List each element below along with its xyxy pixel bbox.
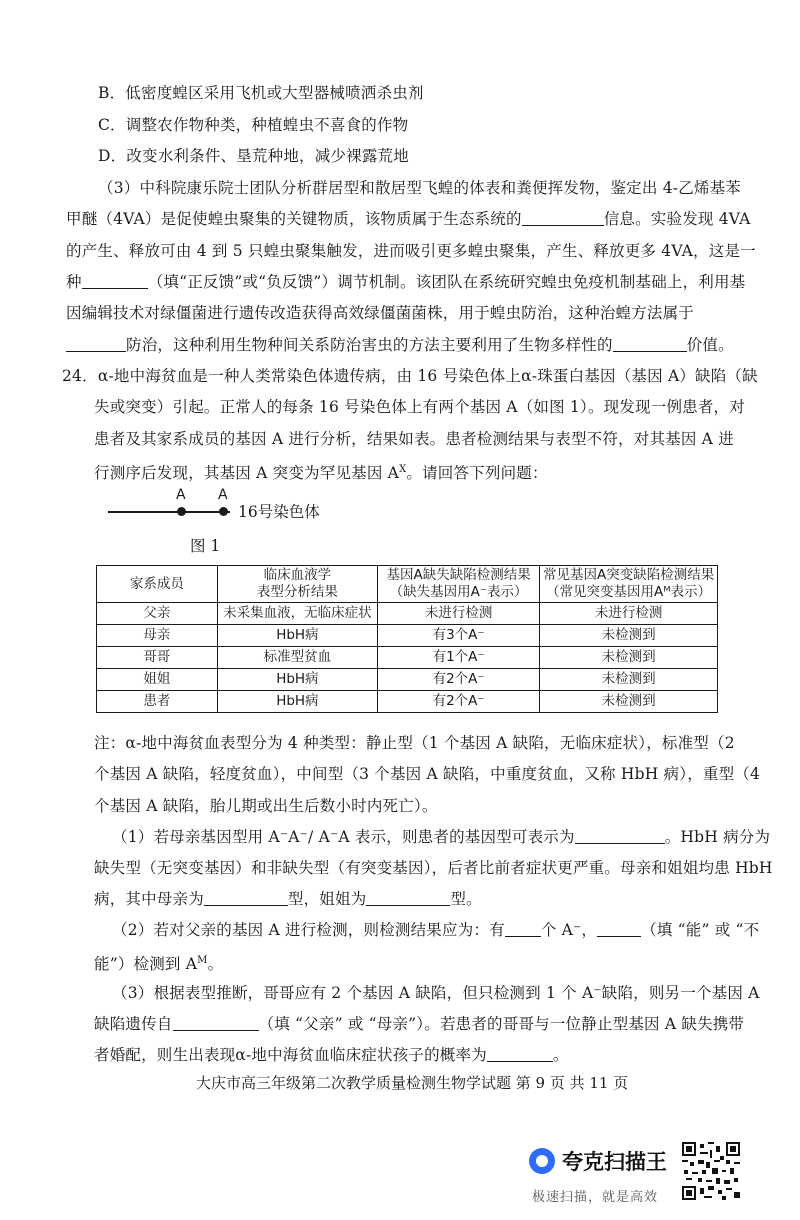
gene-label-a1: A xyxy=(176,487,186,503)
cell: HbH病 xyxy=(217,669,377,691)
text: 临床血液学 表型分析结果 xyxy=(256,567,338,600)
answer-blank[interactable] xyxy=(522,209,604,226)
text: 能”）检测到 A xyxy=(94,955,198,974)
gene-label-a2: A xyxy=(218,487,228,503)
q23-3-line6 xyxy=(66,334,734,356)
scanner-app-title: 夸克扫描王 xyxy=(562,1150,667,1174)
text: 。 xyxy=(207,955,224,974)
cell: 未检测到 xyxy=(540,669,718,691)
header-cell xyxy=(540,566,718,603)
table-row xyxy=(97,625,718,647)
cell: HbH病 xyxy=(217,691,377,713)
header-cell xyxy=(97,566,218,603)
q24-stem-line3: 患者及其家系成员的基因 A 进行分析，结果如表。患者检测结果与表型不符，对其基因 A 进 xyxy=(94,430,734,448)
q23-3-line1: （3）中科院康乐院士团队分析群居型和散居型飞蝗的体表和粪便挥发物，鉴定出 4-乙烯基苯 xyxy=(98,179,741,197)
q23-3-line5: 因编辑技术对绿僵菌进行遗传改造获得高效绿僵菌菌株，用于蝗虫防治，这种治蝗方法属于 xyxy=(66,304,695,322)
text: 缺陷遗传自 xyxy=(94,1015,173,1033)
q24-stem-line1: 24．α-地中海贫血是一种人类常染色体遗传病，由 16 号染色体上α-珠蛋白基因（基因 A）缺陷（缺 xyxy=(62,367,758,385)
table-row xyxy=(97,603,718,625)
answer-blank[interactable] xyxy=(204,889,288,906)
answer-blank[interactable] xyxy=(173,1014,259,1031)
answer-blank[interactable] xyxy=(487,1045,553,1062)
answer-blank[interactable] xyxy=(505,920,541,937)
cell: 未采集血液，无临床症状 xyxy=(217,603,377,625)
qr-code-icon xyxy=(682,1142,740,1200)
q24-3-line1: （3）根据表型推断，哥哥应有 2 个基因 A 缺陷，但只检测到 1 个 A⁻缺陷，则另一个基因 A xyxy=(112,984,760,1002)
text: （填“正反馈”或“负反馈”）调节机制。该团队在系统研究蝗虫免疫机制基础上，利用基 xyxy=(147,273,746,291)
gene-locus-dot xyxy=(219,507,228,516)
text: 家系成员 xyxy=(129,575,184,592)
superscript: M xyxy=(197,955,208,966)
table-row xyxy=(97,691,718,713)
cell: 父亲 xyxy=(97,603,218,625)
q23-3-line2 xyxy=(66,208,751,230)
answer-blank[interactable] xyxy=(82,272,148,289)
text: （填 “能” 或 “不 xyxy=(641,921,760,939)
q23-3-line4 xyxy=(66,271,745,293)
cell: HbH病 xyxy=(217,625,377,647)
cell: 有1个A⁻ xyxy=(378,647,540,669)
cell: 未进行检测 xyxy=(540,603,718,625)
note-line3: 个基因 A 缺陷，胎儿期或出生后数小时内死亡）。 xyxy=(94,797,438,815)
chromosome-label: 16号染色体 xyxy=(238,503,320,521)
header-cell xyxy=(378,566,540,603)
page-footer: 大庆市高三年级第二次教学质量检测生物学试题 第 9 页 共 11 页 xyxy=(196,1074,629,1092)
q23-3-line3: 的产生、释放可由 4 到 5 只蝗虫聚集触发，进而吸引更多蝗虫聚集，产生、释放更多 4VA，这是一 xyxy=(66,242,756,260)
text: （1）若母亲基因型用 A⁻A⁻/ A⁻A 表示，则患者的基因型可表示为 xyxy=(112,828,575,846)
cell: 有2个A⁻ xyxy=(378,669,540,691)
q24-2-line2 xyxy=(94,950,223,975)
text: 常见基因A突变缺陷检测结果 （常见突变基因用Aᴹ表示） xyxy=(542,567,715,600)
text: 甲醚（4VA）是促使蝗虫聚集的关键物质，该物质属于生态系统的 xyxy=(66,210,522,228)
chromosome-line xyxy=(108,511,230,513)
cell: 未进行检测 xyxy=(378,603,540,625)
q24-stem-line2: 失或突变）引起。正常人的每条 16 号染色体上有两个基因 A（如图 1）。现发现一例患者，对 xyxy=(94,398,745,416)
gene-locus-dot xyxy=(177,507,186,516)
text: 者婚配，则生出表现α-地中海贫血临床症状孩子的概率为 xyxy=(94,1046,487,1064)
option-b: B．低密度蝗区采用飞机或大型器械喷洒杀虫剂 xyxy=(98,84,424,102)
cell: 未检测到 xyxy=(540,691,718,713)
cell: 未检测到 xyxy=(540,625,718,647)
answer-blank[interactable] xyxy=(575,827,665,844)
text: 种 xyxy=(66,273,82,291)
table-row xyxy=(97,647,718,669)
text: 信息。实验发现 4VA xyxy=(603,210,751,228)
figure-caption: 图 1 xyxy=(190,537,221,555)
text: 。请回答下列问题： xyxy=(406,464,548,483)
answer-blank[interactable] xyxy=(613,335,687,352)
cell: 姐姐 xyxy=(97,669,218,691)
text: 基因A缺失缺陷检测结果 （缺失基因用A⁻表示） xyxy=(386,567,531,600)
family-test-table xyxy=(96,565,718,713)
text: 型，姐姐为 xyxy=(287,890,367,908)
cell: 哥哥 xyxy=(97,647,218,669)
text: 。 xyxy=(552,1046,569,1064)
answer-blank[interactable] xyxy=(366,889,450,906)
answer-blank[interactable] xyxy=(597,920,641,937)
text: 。HbH 病分为 xyxy=(664,828,771,846)
text: 防治，这种利用生物种间关系防治害虫的方法主要利用了生物多样性的 xyxy=(126,336,613,354)
text: 病，其中母亲为 xyxy=(94,890,204,908)
q24-1-line3 xyxy=(94,888,482,910)
table-header-row xyxy=(97,566,718,603)
superscript: X xyxy=(399,464,407,475)
text: 型。 xyxy=(450,890,482,908)
q24-1-line2: 缺失型（无突变基因）和非缺失型（有突变基因），后者比前者症状更严重。母亲和姐姐均患 HbH xyxy=(94,859,773,877)
option-d: D．改变水利条件、垦荒种地，减少裸露荒地 xyxy=(98,147,409,165)
answer-blank[interactable] xyxy=(66,335,126,352)
text: 个 A⁻， xyxy=(540,921,598,939)
header-cell xyxy=(217,566,377,603)
note-line1: 注：α-地中海贫血表型分为 4 种类型：静止型（1 个基因 A 缺陷，无临床症状），标准型（2 xyxy=(94,734,735,752)
option-c: C．调整农作物种类，种植蝗虫不喜食的作物 xyxy=(98,116,409,134)
table-row xyxy=(97,669,718,691)
note-line2: 个基因 A 缺陷，轻度贫血），中间型（3 个基因 A 缺陷，中重度贫血，又称 HbH 病），重型（4 xyxy=(94,765,761,783)
q24-2-line1 xyxy=(112,919,759,941)
text: （填 “父亲” 或 “母亲”）。若患者的哥哥与一位静止型基因 A 缺失携带 xyxy=(258,1015,745,1033)
cell: 有2个A⁻ xyxy=(378,691,540,713)
text: （2）若对父亲的基因 A 进行检测，则检测结果应为：有 xyxy=(112,921,505,939)
cell: 未检测到 xyxy=(540,647,718,669)
scanner-slogan: 极速扫描，就是高效 xyxy=(532,1190,659,1205)
q24-3-line3 xyxy=(94,1044,569,1066)
scanner-logo-icon xyxy=(529,1148,555,1174)
cell: 有3个A⁻ xyxy=(378,625,540,647)
cell: 患者 xyxy=(97,691,218,713)
cell: 母亲 xyxy=(97,625,218,647)
q24-1-line1 xyxy=(112,826,770,848)
cell: 标准型贫血 xyxy=(217,647,377,669)
q24-3-line2 xyxy=(94,1013,744,1035)
q24-stem-line4 xyxy=(94,459,548,484)
text: 行测序后发现，其基因 A 突变为罕见基因 A xyxy=(94,464,400,483)
text: 价值。 xyxy=(686,336,734,354)
